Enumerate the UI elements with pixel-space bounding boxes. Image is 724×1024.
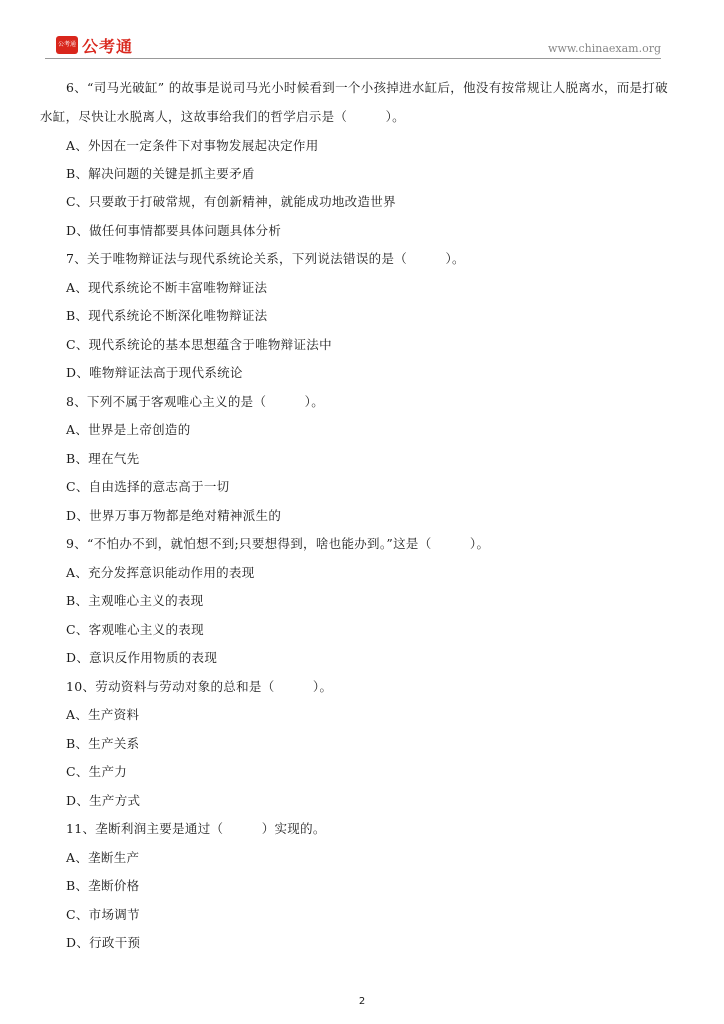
option-a: A、充分发挥意识能动作用的表现 — [66, 565, 255, 580]
option-c: C、市场调节 — [66, 907, 140, 922]
option-c: C、只要敢于打破常规，有创新精神，就能成功地改造世界 — [66, 194, 396, 209]
option-a: A、生产资料 — [66, 707, 140, 722]
option-d: D、世界万事万物都是绝对精神派生的 — [66, 508, 282, 523]
option-d: D、唯物辩证法高于现代系统论 — [66, 365, 243, 380]
header-divider — [45, 58, 661, 59]
question-stem-line: 7、关于唯物辩证法与现代系统论关系，下列说法错误的是（ ）。 — [66, 251, 465, 266]
question-stem-line: 11、垄断利润主要是通过（ ）实现的。 — [66, 821, 326, 836]
option-a: A、外因在一定条件下对事物发展起决定作用 — [66, 138, 319, 153]
option-b: B、解决问题的关键是抓主要矛盾 — [66, 166, 255, 181]
option-c: C、现代系统论的基本思想蕴含于唯物辩证法中 — [66, 337, 332, 352]
logo-badge-icon: 公考通 — [56, 36, 78, 54]
option-d: D、生产方式 — [66, 793, 141, 808]
option-b: B、主观唯心主义的表现 — [66, 593, 204, 608]
option-b: B、理在气先 — [66, 451, 140, 466]
option-d: D、意识反作用物质的表现 — [66, 650, 218, 665]
option-a: A、世界是上帝创造的 — [66, 422, 191, 437]
option-d: D、做任何事情都要具体问题具体分析 — [66, 223, 282, 238]
option-b: B、垄断价格 — [66, 878, 140, 893]
option-b: B、现代系统论不断深化唯物辩证法 — [66, 308, 268, 323]
option-b: B、生产关系 — [66, 736, 140, 751]
question-stem-line: 10、劳动资料与劳动对象的总和是（ ）。 — [66, 679, 333, 694]
question-stem-line: 9、“不怕办不到，就怕想不到;只要想得到，啥也能办到。”这是（ ）。 — [66, 536, 490, 551]
page-number: 2 — [358, 996, 366, 1007]
site-logo — [56, 34, 133, 56]
option-c: C、客观唯心主义的表现 — [66, 622, 204, 637]
option-c: C、生产力 — [66, 764, 128, 779]
site-url: www.chinaexam.org — [548, 42, 661, 55]
option-d: D、行政干预 — [66, 935, 141, 950]
option-c: C、自由选择的意志高于一切 — [66, 479, 230, 494]
question-stem-line: 8、下列不属于客观唯心主义的是（ ）。 — [66, 394, 325, 409]
option-a: A、垄断生产 — [66, 850, 140, 865]
logo-text: 公考通 — [82, 36, 134, 56]
option-a: A、现代系统论不断丰富唯物辩证法 — [66, 280, 268, 295]
page-header — [45, 34, 661, 58]
question-stem-line: 6、“司马光破缸” 的故事是说司马光小时候看到一个小孩掉进水缸后，他没有按常规让人脱离水，而是打破 — [66, 80, 668, 95]
question-stem-line: 水缸，尽快让水脱离人，这故事给我们的哲学启示是（ ）。 — [40, 109, 405, 124]
